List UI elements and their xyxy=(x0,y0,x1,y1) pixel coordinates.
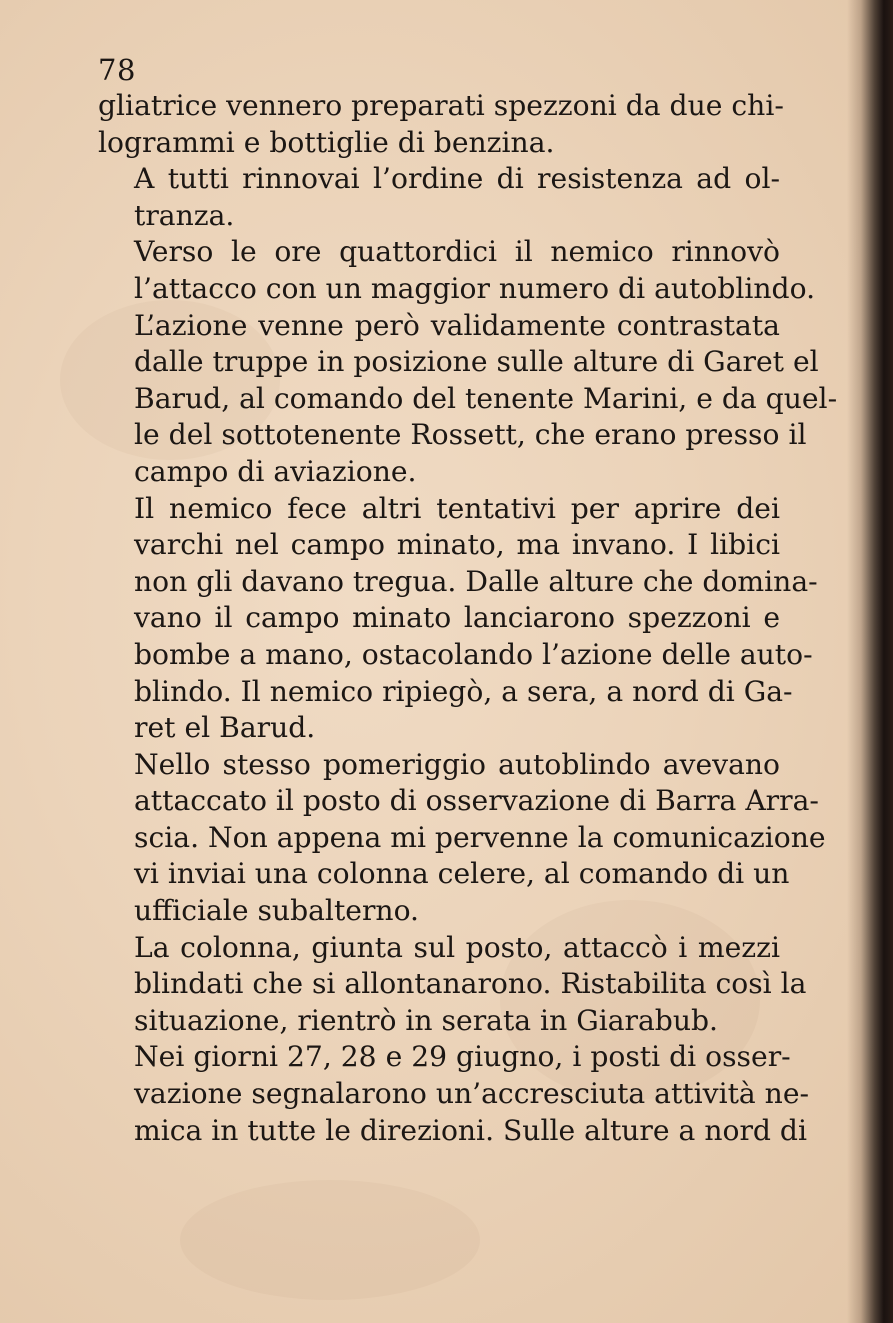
text-line: le del sottotenente Rossett, che erano presso il xyxy=(134,418,807,452)
text-line: ret el Barud. xyxy=(134,711,316,745)
paragraph xyxy=(98,930,807,1040)
text-line: vazione segnalarono un’accresciuta attività ne- xyxy=(134,1077,810,1111)
paragraph xyxy=(98,1039,810,1149)
paragraph xyxy=(98,491,818,747)
book-page xyxy=(98,52,838,1149)
paragraph xyxy=(98,88,784,161)
text-line: Verso le ore quattordici il nemico rinnovò xyxy=(134,235,780,269)
text-line: varchi nel campo minato, ma invano. I libici xyxy=(134,528,780,562)
text-line: blindo. Il nemico ripiegò, a sera, a nord di Ga- xyxy=(134,674,793,708)
text-line: logrammi e bottiglie di benzina. xyxy=(98,125,555,159)
book-spine-shadow xyxy=(847,0,893,1323)
paragraph xyxy=(98,161,780,234)
text-line: bombe a mano, ostacolando l’azione delle auto- xyxy=(134,637,813,671)
text-line: Il nemico fece altri tentativi per aprire dei xyxy=(134,491,780,525)
text-line: l’attacco con un maggior numero di autoblindo. xyxy=(134,271,816,305)
text-line: Barud, al comando del tenente Marini, e da quel- xyxy=(134,381,838,415)
text-line: situazione, rientrò in serata in Giarabub. xyxy=(134,1003,719,1037)
text-line: dalle truppe in posizione sulle alture di Garet el xyxy=(134,345,819,379)
text-line: scia. Non appena mi pervenne la comunicazione xyxy=(134,820,826,854)
text-line: ufficiale subalterno. xyxy=(134,894,420,928)
text-line: A tutti rinnovai l’ordine di resistenza ad ol- xyxy=(134,162,780,196)
text-line: L’azione venne però validamente contrastata xyxy=(134,308,780,342)
text-line: gliatrice vennero preparati spezzoni da due chi- xyxy=(98,89,784,122)
text-line: tranza. xyxy=(134,198,235,232)
paragraph xyxy=(98,747,826,930)
page-number: 78 xyxy=(98,53,136,87)
text-line: mica in tutte le direzioni. Sulle alture a nord di xyxy=(134,1113,807,1147)
paper-stain xyxy=(180,1180,480,1300)
text-line: vano il campo minato lanciarono spezzoni e xyxy=(134,601,780,635)
text-line: blindati che si allontanarono. Ristabilita così la xyxy=(134,967,807,1001)
text-line: vi inviai una colonna celere, al comando di un xyxy=(134,857,790,891)
text-line: campo di aviazione. xyxy=(134,454,417,488)
text-line: attaccato il posto di osservazione di Barra Arra- xyxy=(134,784,819,818)
text-line: non gli davano tregua. Dalle alture che domina- xyxy=(134,564,818,598)
text-line: Nello stesso pomeriggio autoblindo avevano xyxy=(134,747,780,781)
body-text xyxy=(98,88,838,1149)
paragraph xyxy=(98,234,838,490)
text-line: Nei giorni 27, 28 e 29 giugno, i posti di osser- xyxy=(134,1040,791,1074)
text-line: La colonna, giunta sul posto, attaccò i mezzi xyxy=(134,930,780,964)
